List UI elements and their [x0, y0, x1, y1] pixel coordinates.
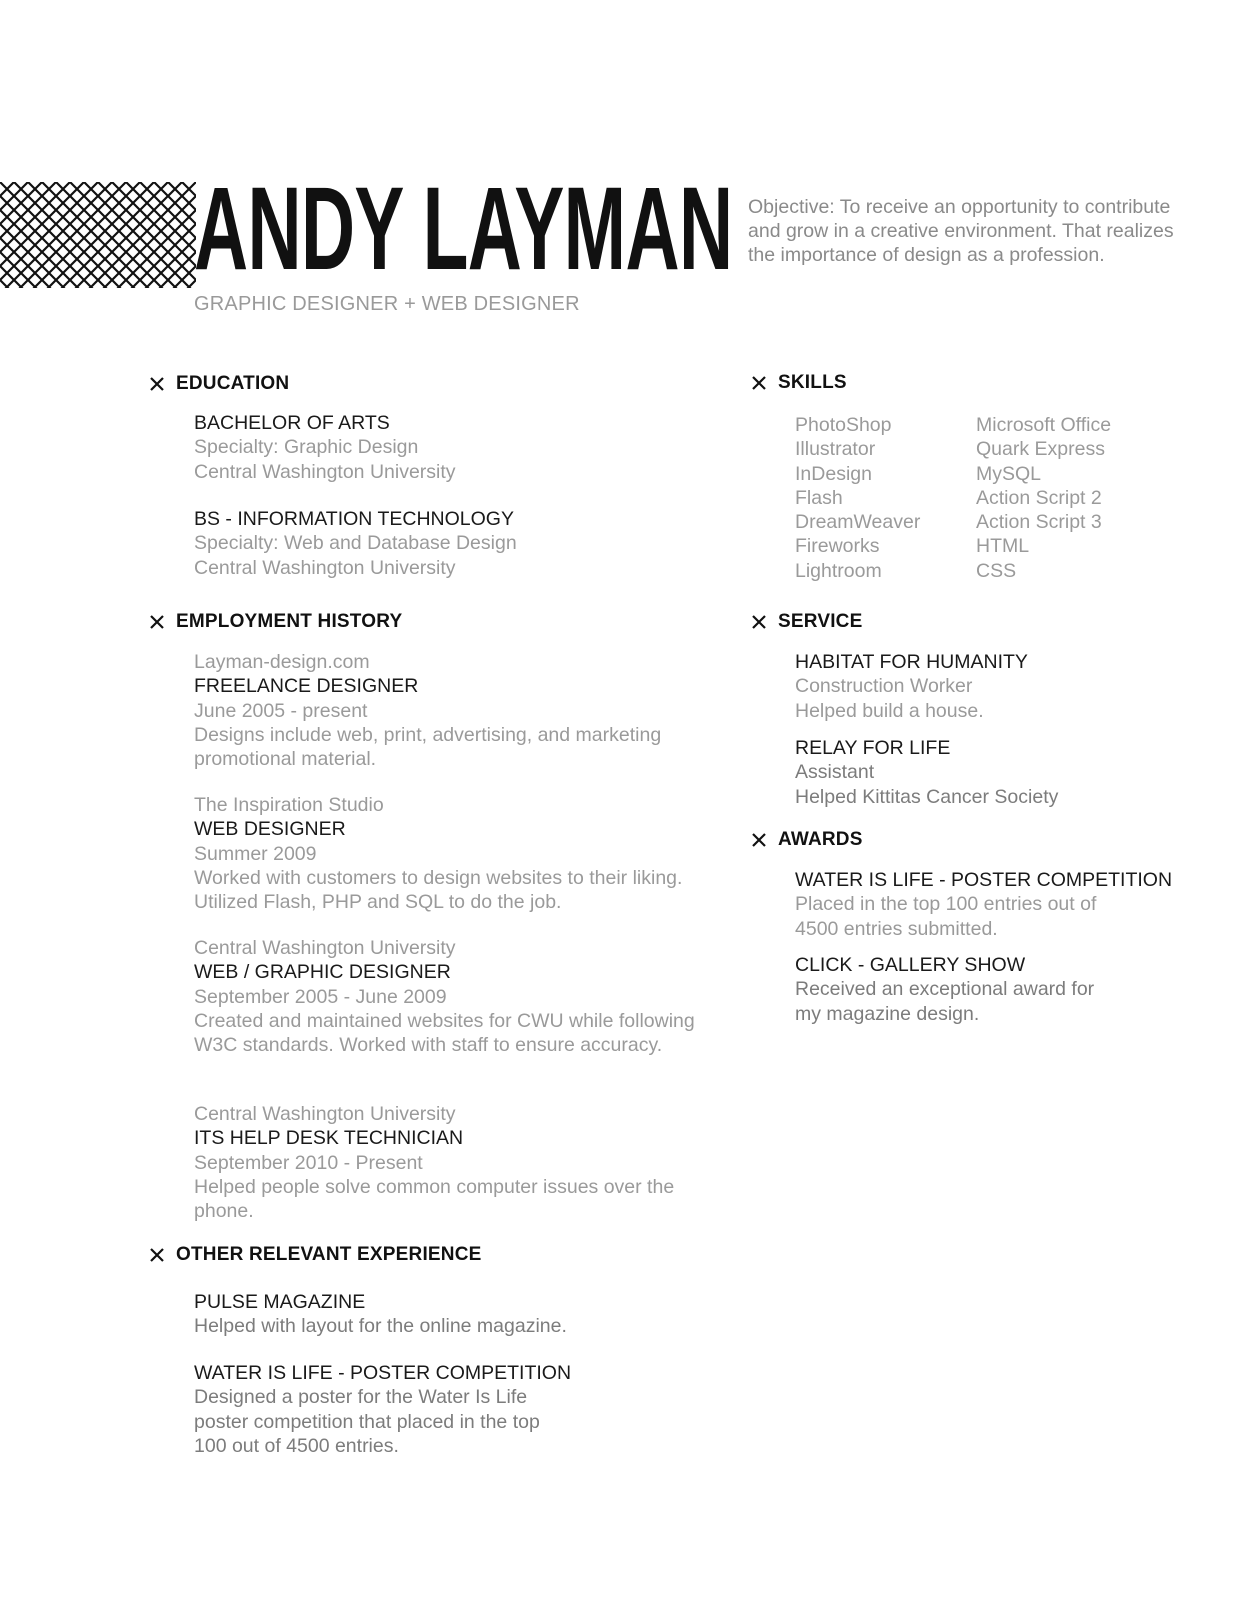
service-description: Helped build a house. [795, 699, 984, 722]
job-description: Created and maintained websites for CWU while following W3C standards. Worked with staff to ensure accuracy. [194, 1009, 695, 1057]
employment-heading [150, 611, 402, 633]
award-description-line: 4500 entries submitted. [795, 917, 998, 940]
other-experience-heading [150, 1244, 482, 1266]
degree-title: BS - INFORMATION TECHNOLOGY [194, 508, 514, 530]
service-title: HABITAT FOR HUMANITY [795, 651, 1028, 673]
service-title: RELAY FOR LIFE [795, 737, 951, 759]
objective-text: To receive an opportunity to contribute and grow in a creative environment. That realizes the importance of design as a profession. [748, 196, 1174, 266]
experience-description-line: poster competition that placed in the top [194, 1410, 540, 1433]
service-heading [752, 611, 862, 633]
skill-item: Action Script 2 [976, 486, 1102, 509]
job-description: Worked with customers to design websites to their liking. Utilized Flash, PHP and SQL to do the job. [194, 866, 683, 914]
service-entry [795, 650, 1028, 723]
degree-school: Central Washington University [194, 460, 456, 483]
x-mark-icon [752, 615, 766, 629]
award-description-line: Placed in the top 100 entries out of [795, 893, 1097, 916]
award-entry [795, 953, 1094, 1026]
skill-item: HTML [976, 535, 1030, 558]
service-role: Assistant [795, 761, 875, 784]
skills-column-1 [795, 413, 976, 583]
job-dates: September 2010 - Present [194, 1151, 423, 1174]
other-experience-entry [194, 1361, 571, 1458]
service-description: Helped Kittitas Cancer Society [795, 785, 1059, 808]
education-entry [194, 507, 517, 580]
job-dates: June 2005 - present [194, 699, 368, 722]
job-title: ITS HELP DESK TECHNICIAN [194, 1127, 464, 1150]
award-title: WATER IS LIFE - POSTER COMPETITION [795, 869, 1173, 891]
employment-entry [194, 650, 734, 771]
candidate-subtitle: GRAPHIC DESIGNER + WEB DESIGNER [194, 293, 580, 315]
service-role: Construction Worker [795, 675, 973, 698]
job-title: FREELANCE DESIGNER [194, 675, 419, 698]
skill-item: Fireworks [795, 535, 880, 558]
x-mark-icon [752, 833, 766, 847]
x-mark-icon [752, 376, 766, 390]
skills-heading-label: SKILLS [778, 372, 847, 393]
x-mark-icon [150, 1248, 164, 1262]
skill-item: MySQL [976, 462, 1042, 485]
x-mark-icon [150, 615, 164, 629]
experience-description-line: Designed a poster for the Water Is Life [194, 1386, 528, 1409]
service-entry [795, 736, 1058, 809]
employer: Central Washington University [194, 937, 456, 959]
employer: The Inspiration Studio [194, 794, 384, 816]
skill-item: PhotoShop [795, 414, 892, 436]
skills-heading [752, 372, 847, 394]
education-heading [150, 373, 289, 395]
x-mark-icon [150, 377, 164, 391]
education-heading-label: EDUCATION [176, 373, 290, 394]
degree-school: Central Washington University [194, 556, 456, 579]
degree-specialty: Specialty: Graphic Design [194, 436, 419, 459]
experience-description-line: 100 out of 4500 entries. [194, 1434, 399, 1457]
skill-item: Quark Express [976, 438, 1105, 461]
award-entry [795, 868, 1172, 941]
crosshatch-pattern [0, 182, 196, 288]
skill-item: Flash [795, 486, 843, 509]
employer: Layman-design.com [194, 651, 370, 673]
employment-entry [194, 1102, 714, 1223]
job-dates: September 2005 - June 2009 [194, 985, 447, 1008]
skills-list [795, 413, 1111, 583]
job-description: Designs include web, print, advertising, and marketing promotional material. [194, 723, 662, 771]
awards-heading [752, 829, 863, 851]
experience-title: PULSE MAGAZINE [194, 1291, 366, 1313]
experience-description: Helped with layout for the online magazine. [194, 1315, 567, 1338]
service-heading-label: SERVICE [778, 611, 863, 632]
skill-item: Lightroom [795, 559, 882, 582]
award-description-line: Received an exceptional award for [795, 978, 1095, 1001]
skill-item: Illustrator [795, 438, 876, 461]
experience-title: WATER IS LIFE - POSTER COMPETITION [194, 1362, 572, 1384]
skill-item: DreamWeaver [795, 511, 921, 534]
other-experience-heading-label: OTHER RELEVANT EXPERIENCE [176, 1244, 482, 1265]
education-entry [194, 411, 456, 484]
awards-heading-label: AWARDS [778, 829, 863, 850]
objective-statement [748, 195, 1188, 267]
skill-item: Microsoft Office [976, 414, 1112, 436]
employment-entry [194, 936, 724, 1057]
job-title: WEB DESIGNER [194, 818, 346, 841]
award-title: CLICK - GALLERY SHOW [795, 954, 1026, 976]
employment-heading-label: EMPLOYMENT HISTORY [176, 611, 403, 632]
job-dates: Summer 2009 [194, 842, 317, 865]
candidate-name: ANDY LAYMAN [194, 163, 733, 295]
skill-item: InDesign [795, 462, 872, 485]
degree-specialty: Specialty: Web and Database Design [194, 532, 517, 555]
employment-entry [194, 793, 689, 914]
award-description-line: my magazine design. [795, 1002, 980, 1025]
skill-item: Action Script 3 [976, 511, 1102, 534]
job-description: Helped people solve common computer issues over the phone. [194, 1175, 675, 1223]
job-title: WEB / GRAPHIC DESIGNER [194, 961, 451, 984]
skills-column-2 [976, 413, 1111, 583]
employer: Central Washington University [194, 1103, 456, 1125]
other-experience-entry [194, 1290, 567, 1339]
degree-title: BACHELOR OF ARTS [194, 412, 390, 434]
skill-item: CSS [976, 559, 1017, 582]
objective-label: Objective: [748, 196, 835, 218]
